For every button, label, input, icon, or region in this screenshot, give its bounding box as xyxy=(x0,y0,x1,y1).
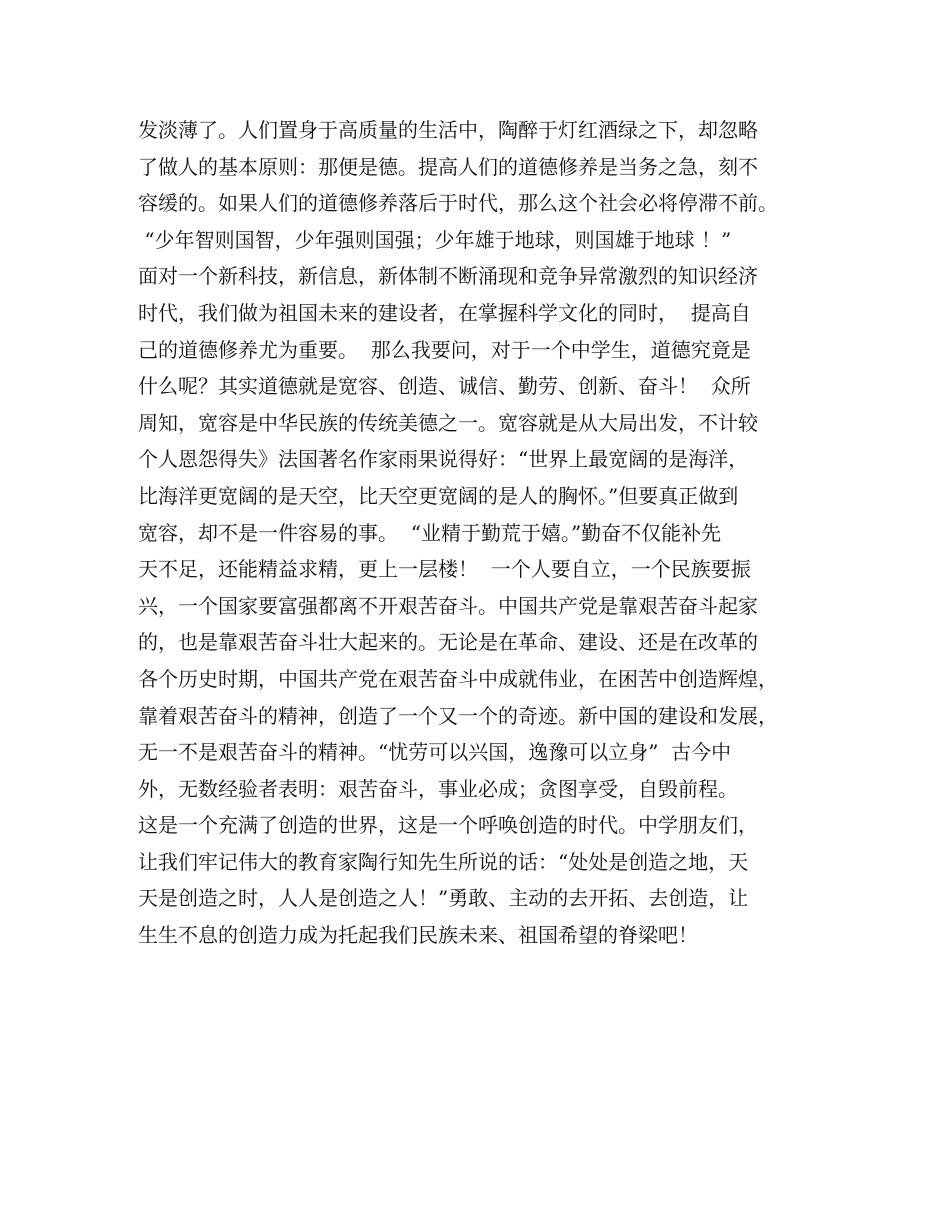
text-line: 兴，一个国家要富强都离不开艰苦奋斗。中国共产党是靠艰苦奋斗起家 xyxy=(138,593,758,618)
text-line: 让我们牢记伟大的教育家陶行知先生所说的话：“处处是创造之地，天 xyxy=(138,849,749,874)
text-line: 无一不是艰苦奋斗的精神。“忧劳可以兴国，逸豫可以立身” 古今中 xyxy=(138,740,732,765)
text-line: 什么呢？其实道德就是宽容、创造、诚信、勤劳、创新、奋斗！ 众所 xyxy=(138,374,751,399)
text-line: 面对一个新科技，新信息，新体制不断涌现和竞争异常激烈的知识经济 xyxy=(138,264,758,289)
text-line: 周知，宽容是中华民族的传统美德之一。宽容就是从大局出发，不计较 xyxy=(138,410,758,435)
text-line: 外，无数经验者表明：艰苦奋斗，事业必成；贪图享受，自毁前程。 xyxy=(138,776,738,801)
text-line: 宽容，却不是一件容易的事。 “业精于勤荒于嬉。”勤奋不仅能补先 xyxy=(138,520,722,545)
text-line: 的，也是靠艰苦奋斗壮大起来的。无论是在革命、建设、还是在改革的 xyxy=(138,630,758,655)
text-line: 比海洋更宽阔的是天空，比天空更宽阔的是人的胸怀。”但要真正做到 xyxy=(138,483,739,508)
text-line: 天不足，还能精益求精，更上一层楼！ 一个人要自立，一个民族要振 xyxy=(138,557,751,582)
text-line: 时代，我们做为祖国未来的建设者，在掌握科学文化的同时， 提高自 xyxy=(138,300,751,325)
text-line: 容缓的。如果人们的道德修养落后于时代，那么这个社会必将停滞不前。 xyxy=(138,191,778,216)
text-line: 己的道德修养尤为重要。 那么我要问，对于一个中学生，道德究竟是 xyxy=(138,337,751,362)
text-line: 个人恩怨得失》法国著名作家雨果说得好：“世界上最宽阔的是海洋， xyxy=(138,447,749,472)
body-text xyxy=(138,112,838,954)
text-line: 了做人的基本原则：那便是德。提高人们的道德修养是当务之急，刻不 xyxy=(138,154,758,179)
text-line: 靠着艰苦奋斗的精神，创造了一个又一个的奇迹。新中国的建设和发展， xyxy=(138,703,778,728)
text-line: 生生不息的创造力成为托起我们民族未来、祖国希望的脊梁吧！ xyxy=(138,923,698,948)
text-line: 这是一个充满了创造的世界，这是一个呼唤创造的时代。中学朋友们， xyxy=(138,813,758,838)
text-line: “少年智则国智，少年强则国强；少年雄于地球，则国雄于地球 ！” xyxy=(138,227,732,252)
text-line: 天是创造之时，人人是创造之人！”勇敢、主动的去开拓、去创造，让 xyxy=(138,886,749,911)
text-line: 各个历史时期，中国共产党在艰苦奋斗中成就伟业，在困苦中创造辉煌， xyxy=(138,666,778,691)
text-line: 发淡薄了。人们置身于高质量的生活中，陶醉于灯红酒绿之下，却忽略 xyxy=(138,118,758,142)
